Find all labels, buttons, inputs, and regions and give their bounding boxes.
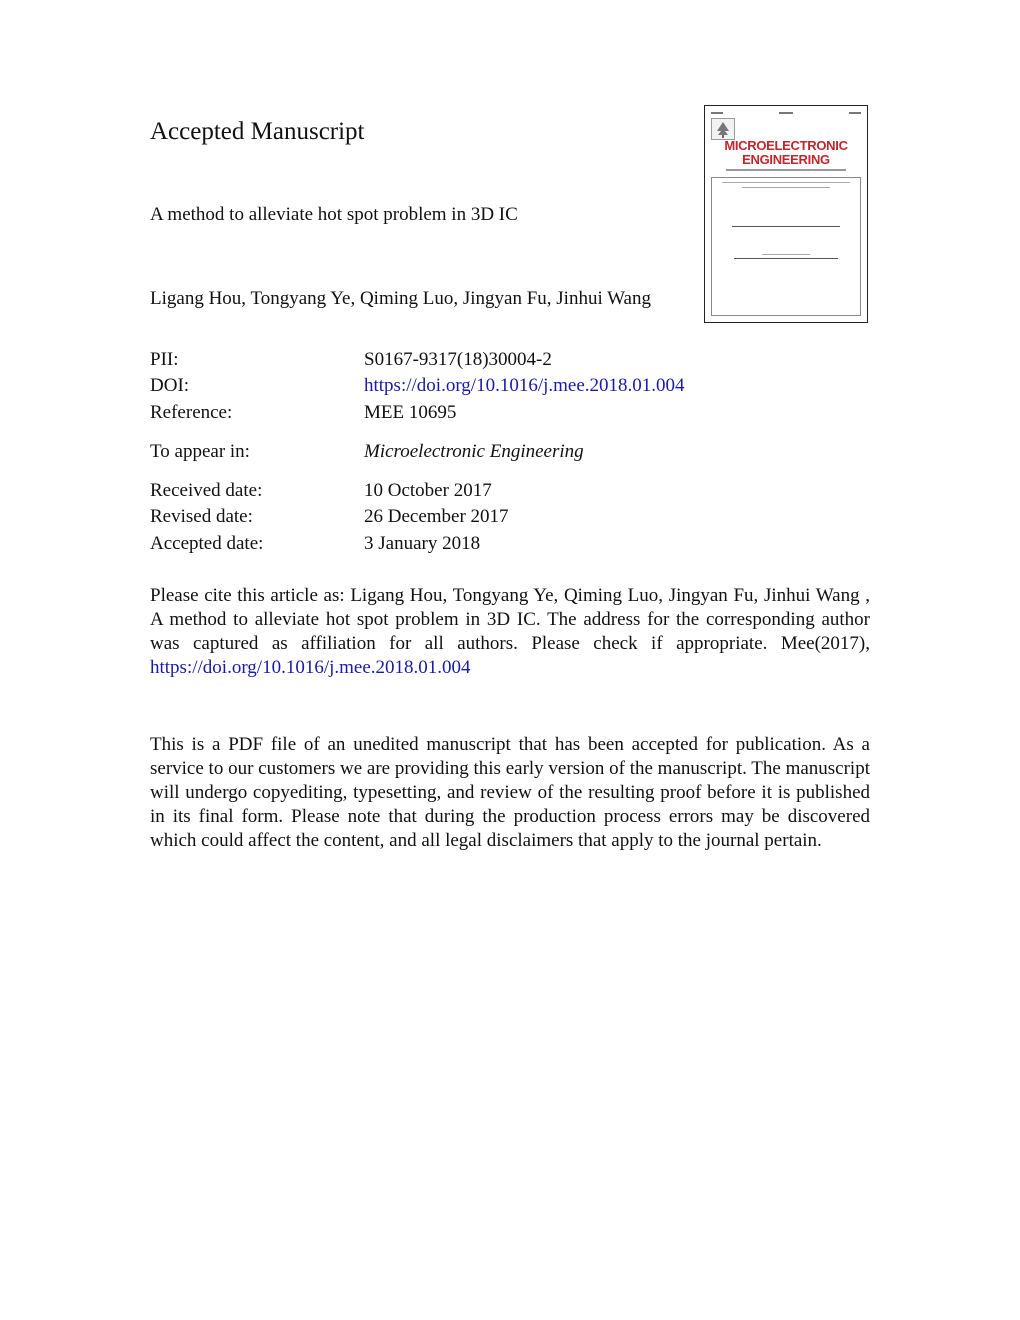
received-date-value: 10 October 2017 (364, 480, 492, 501)
disclaimer-paragraph: This is a PDF file of an unedited manuscript that has been accepted for publication. As a service to our customers we are providing this early version of the manuscript. The manuscript will undergo copyediting, typesetting, and review of the resulting proof before it is published in its final form. Please note that during the production process errors may be discovered which could affect the content, and all legal disclaimers that apply to the journal pertain. (150, 734, 870, 851)
doi-label: DOI: (150, 375, 190, 396)
reference-label: Reference: (150, 402, 233, 423)
cover-inner-frame (711, 177, 861, 316)
revised-date-label: Revised date: (150, 506, 253, 527)
journal-cover-image (704, 105, 868, 323)
cover-rule (734, 258, 838, 259)
pii-label: PII: (150, 349, 179, 370)
citation-paragraph (150, 584, 870, 680)
revised-date-value: 26 December 2017 (364, 506, 509, 527)
pii-value: S0167-9317(18)30004-2 (364, 349, 552, 370)
cover-rule (732, 226, 840, 227)
citation-text: Please cite this article as: Ligang Hou, Tongyang Ye, Qiming Luo, Jingyan Fu, Jinhui Wang , A method to alleviate hot spot problem in 3D IC. The address for the corresponding author was captured as affiliation for all authors. Please check if appropriate. Mee(2017), (150, 585, 870, 654)
cover-rule (742, 187, 830, 188)
cover-title-line1: MICROELECTRONIC (724, 138, 848, 153)
page-heading: Accepted Manuscript (150, 118, 365, 145)
doi-link[interactable]: https://doi.org/10.1016/j.mee.2018.01.004 (364, 375, 685, 396)
received-date-label: Received date: (150, 480, 263, 501)
elsevier-tree-icon (711, 118, 735, 140)
accepted-date-value: 3 January 2018 (364, 533, 481, 554)
cover-rule (762, 254, 810, 255)
accepted-date-label: Accepted date: (150, 533, 264, 554)
author-list: Ligang Hou, Tongyang Ye, Qiming Luo, Jingyan Fu, Jinhui Wang (150, 288, 651, 309)
cover-topline (711, 112, 861, 114)
cover-subtitle-line (711, 168, 861, 172)
cover-rule (722, 182, 850, 183)
journal-name: Microelectronic Engineering (364, 441, 584, 462)
article-title: A method to alleviate hot spot problem in 3D IC (150, 204, 518, 225)
appear-in-label: To appear in: (150, 441, 250, 462)
reference-value: MEE 10695 (364, 402, 457, 423)
cover-title-line2: ENGINEERING (742, 152, 830, 167)
citation-doi-link[interactable]: https://doi.org/10.1016/j.mee.2018.01.004 (150, 657, 471, 678)
